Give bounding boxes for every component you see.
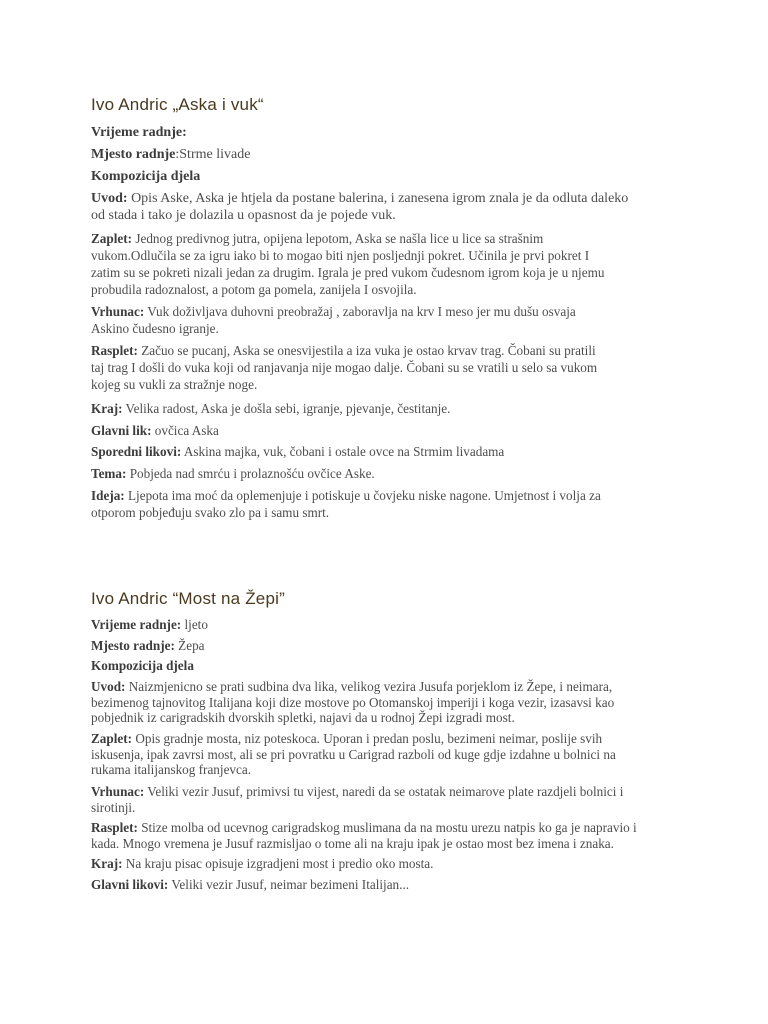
text-line: probudila radoznalost, a potom ga pomela, zanijela I osvojila. [91,282,417,297]
section-title-aska: Ivo Andric „Aska i vuk“ [91,95,264,114]
field-value: Žepa [174,638,205,653]
field-label: Kompozicija djela [91,169,201,184]
text-line [91,342,691,359]
text-line: bezimenog tajnovitog Italijana koji dize mostove po Otomanskoj imperiji i koga vezir, izasavsi kao [91,694,615,710]
text-line [91,303,691,320]
field-sporedni-likovi [91,443,691,460]
field-value: :Strme livade [175,147,251,162]
text-line: kada. Mnogo vremena je Jusuf razmisljao o tome ali na kraju ipak je ostao most bez imena i znaka. [91,835,614,851]
text-line: od stada i tako je dolazila u opasnost da je pojede vuk. [91,208,396,223]
field-kompozicija [91,658,691,674]
text-line: sirotinji. [91,799,136,815]
field-vrijeme-radnje [91,124,691,141]
field-value: Askina majka, vuk, čobani i ostale ovce na Strmim livadama [181,444,505,459]
field-label: Vrhunac: [91,304,145,319]
field-label: Rasplet: [91,343,138,358]
field-uvod [91,679,691,726]
field-tema [91,465,691,482]
field-label: Zaplet: [91,731,133,746]
text-line [91,679,691,695]
field-vrijeme-radnje [91,617,691,633]
field-label: Sporedni likovi: [91,444,182,459]
line-text: Začuo se pucanj, Aska se onesvijestila a iza vuka je ostao krvav trag. Čobani su pratili [137,343,596,358]
text-line: rukama italijanskog franjevca. [91,762,252,777]
field-value: Na kraju pisac opisuje izgradjeni most i predio oko mosta. [122,856,434,871]
field-label: Mjesto radnje [91,147,176,162]
text-line: vukom.Odlučila se za igru iako bi to mogao biti njen posljednji pokret. Učinila je prvi pokret I [91,248,590,263]
field-glavni-lik [91,422,691,439]
text-line: kojeg su vukli za stražnje noge. [91,377,258,392]
field-kraj [91,856,691,872]
field-zaplet [91,230,691,298]
field-label: Zaplet: [91,231,133,246]
field-rasplet [91,820,691,851]
text-line: otporom pobjeđuju svako zlo pa i samu smrt. [91,505,330,520]
field-value: Pobjeda nad smrću i prolaznošću ovčice Aske. [126,466,375,481]
field-label: Glavni likovi: [91,877,169,892]
text-line: taj trag I došli do vuka koji od ranjavanja nije mogao dalje. Čobani su se vratili u selo sa vukom [91,360,598,375]
text-line [91,820,691,836]
field-kompozicija [91,168,691,185]
field-label: Tema: [91,466,127,481]
text-line [91,230,691,247]
field-value: Velika radost, Aska je došla sebi, igranje, pjevanje, čestitanje. [122,401,451,416]
text-line: pobjednik iz carigradskih dvorskih spletki, najavi da u rodnoj Žepi izgradi most. [91,710,515,725]
field-mjesto-radnje [91,638,691,654]
field-value: Veliki vezir Jusuf, neimar bezimeni Italijan... [168,877,410,892]
field-label: Vrijeme radnje: [91,125,187,140]
field-rasplet [91,342,691,393]
text-line: Askino čudesno igranje. [91,321,219,336]
field-label: Kompozicija djela [91,658,194,673]
field-label: Uvod: [91,679,126,694]
section-title-most: Ivo Andric “Most na Žepi” [91,589,285,608]
text-line [91,731,691,747]
field-label: Uvod: [91,191,128,206]
field-label: Glavni lik: [91,423,152,438]
line-text: Opis gradnje mosta, niz poteskoca. Uporan i predan poslu, bezimeni neimar, poslije svih [132,731,603,746]
text-line [91,487,691,504]
field-value: ovčica Aska [151,423,219,438]
line-text: Vuk doživljava duhovni preobražaj , zaboravlja na krv I meso jer mu dušu osvaja [144,304,576,319]
text-line [91,784,691,800]
field-label: Kraj: [91,856,123,871]
field-uvod [91,190,691,224]
line-text: Jednog predivnog jutra, opijena lepotom, Aska se našla lice u lice sa strašnim [132,231,544,246]
field-zaplet [91,731,691,778]
field-mjesto-radnje [91,146,691,163]
field-ideja [91,487,691,521]
text-line: zatim su se pokreti nizali jedan za drugim. Igrala je pred vukom čudesnom igrom koja je u njemu [91,265,605,280]
field-vrhunac [91,303,691,337]
field-label: Rasplet: [91,820,138,835]
line-text: Ljepota ima moć da oplemenjuje i potiskuje u čovjeku niske nagone. Umjetnost i volja za [124,488,601,503]
field-label: Ideja: [91,488,125,503]
text-line [91,190,691,207]
field-glavni-likovi [91,877,691,893]
field-label: Mjesto radnje: [91,638,175,653]
line-text: Stize molba od ucevnog carigradskog muslimana da na mostu urezu natpis ko ga je napravio i [137,820,637,835]
field-label: Vrhunac: [91,784,145,799]
line-text: Opis Aske, Aska je htjela da postane balerina, i zanesena igrom znala je da odluta daleko [127,191,629,206]
field-label: Vrijeme radnje: [91,617,182,632]
field-kraj [91,400,691,417]
field-label: Kraj: [91,401,123,416]
field-vrhunac [91,784,691,815]
line-text: Naizmjenicno se prati sudbina dva lika, velikog vezira Jusufa porjeklom iz Žepe, i neimara, [125,679,613,694]
field-value: ljeto [181,617,208,632]
text-line: iskusenja, ipak zavrsi most, ali se pri povratku u Carigrad razboli od kuge gdje izdahne u bolnici na [91,746,616,762]
line-text: Veliki vezir Jusuf, primivsi tu vijest, naredi da se ostatak neimarove plate razdjeli bolnici i [144,784,624,799]
